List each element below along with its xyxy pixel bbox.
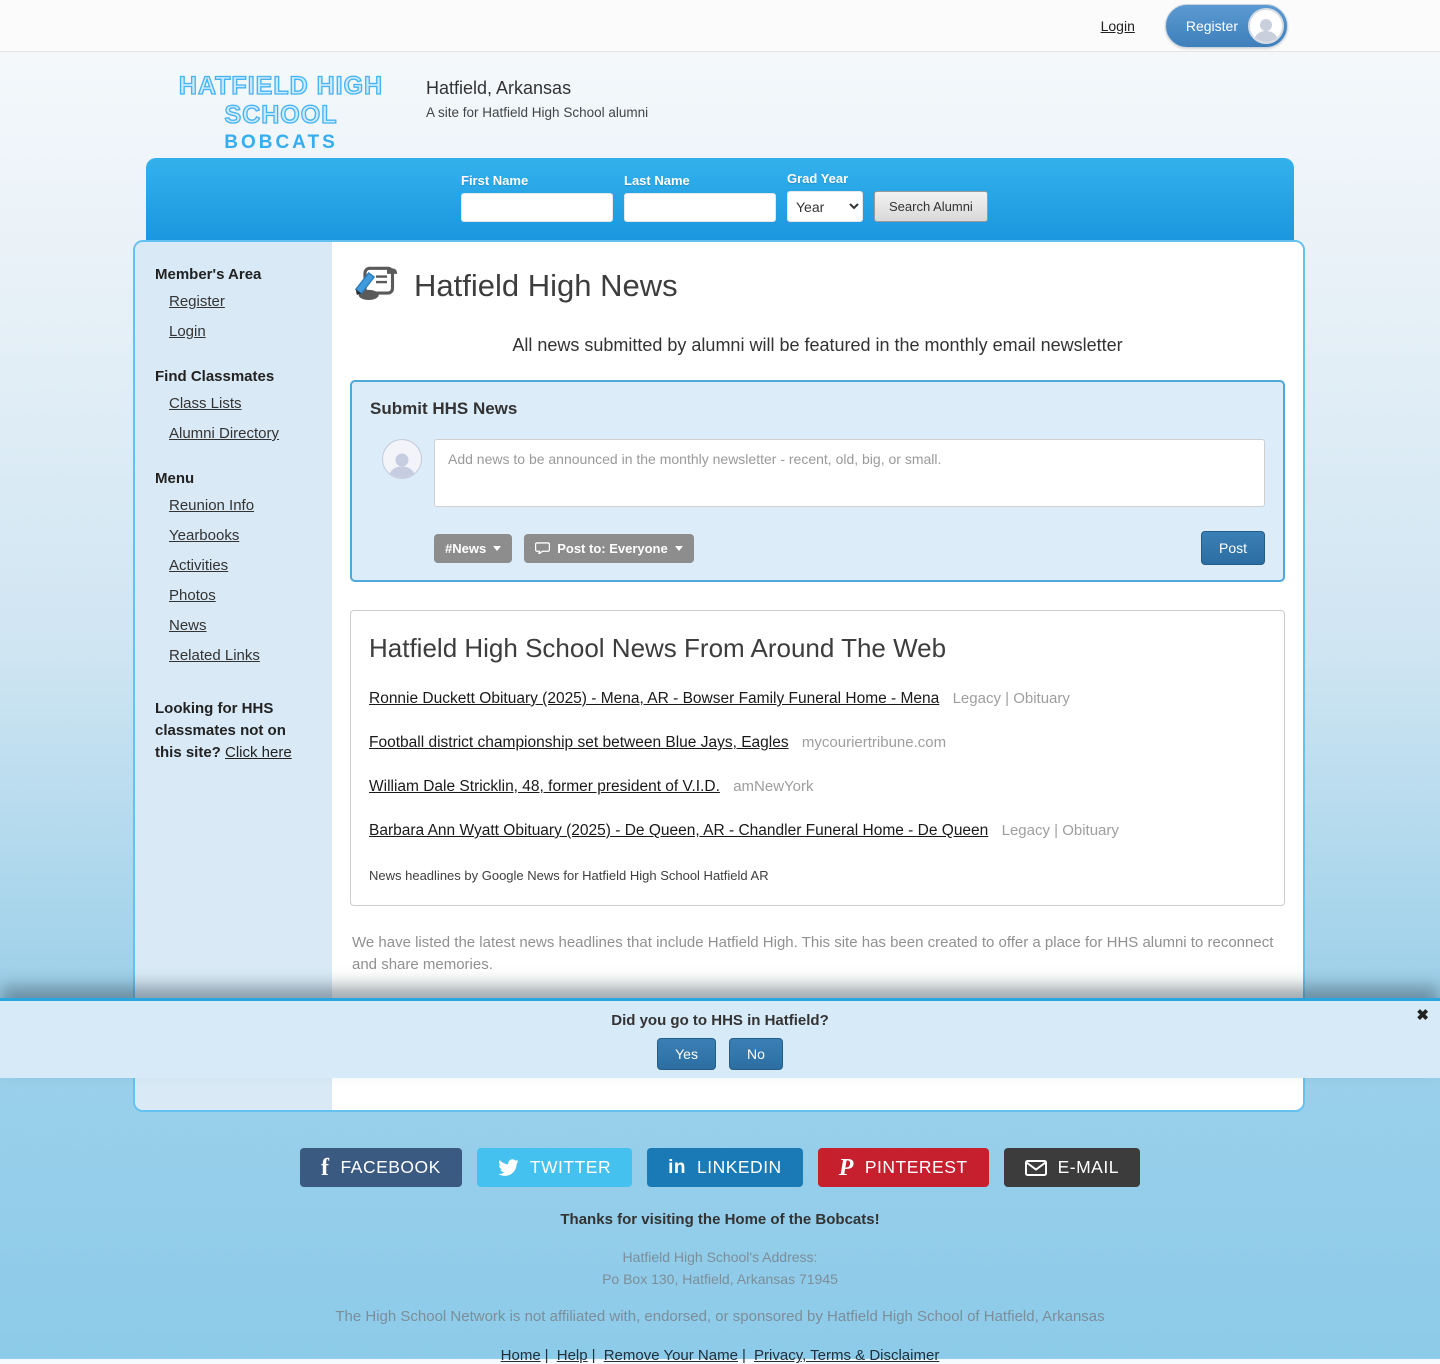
first-name-input[interactable] [461, 193, 613, 222]
sidebar-item-yearbooks[interactable]: Yearbooks [169, 527, 240, 544]
footer-link-home[interactable]: Home [500, 1347, 541, 1364]
grad-year-select[interactable] [787, 191, 863, 222]
footer-link-help[interactable]: Help [556, 1347, 588, 1364]
top-bar [0, 0, 1440, 52]
news-headline-link[interactable]: William Dale Stricklin, 48, former president of V.I.D. [369, 778, 720, 795]
chevron-down-icon [493, 546, 501, 551]
web-news-panel [350, 610, 1285, 906]
email-button[interactable] [1004, 1148, 1140, 1187]
thanks-message: Thanks for visiting the Home of the Bobcats! [560, 1211, 880, 1228]
news-item [369, 778, 1266, 796]
link-separator: | [591, 1347, 596, 1364]
news-item [369, 822, 1266, 840]
link-separator: | [741, 1347, 746, 1364]
news-source: mycouriertribune.com [801, 734, 947, 751]
close-icon[interactable]: ✖ [1416, 1007, 1429, 1024]
page-footer [0, 1112, 1440, 1364]
news-source: amNewYork [733, 778, 814, 795]
sidebar-item-reunion-info[interactable]: Reunion Info [169, 497, 255, 514]
sidebar-item-register[interactable]: Register [169, 293, 225, 310]
news-source: Legacy | Obituary [952, 690, 1070, 707]
looking-for-classmates-note [155, 698, 307, 763]
intro-paragraph: We have listed the latest news headlines that include Hatfield High. This site has been created to offer a place for HHS alumni to reconnect and share memories. [352, 934, 1274, 973]
twitter-button[interactable] [477, 1148, 632, 1187]
twitter-label: TWITTER [529, 1157, 612, 1177]
address-value: Po Box 130, Hatfield, Arkansas 71945 [602, 1270, 838, 1287]
network-disclaimer: The High School Network is not affiliated with, endorsed, or sponsored by Hatfield High School of Hatfield, Arkansas [335, 1308, 1105, 1326]
address-label: Hatfield High School's Address: [622, 1249, 818, 1265]
news-input[interactable] [434, 439, 1265, 507]
post-to-label: Post to: Everyone [557, 540, 668, 556]
news-tag-dropdown[interactable] [434, 534, 512, 563]
news-item [369, 690, 1266, 708]
footer-links [0, 1347, 1440, 1364]
sidebar-item-login[interactable]: Login [169, 323, 206, 340]
looking-text: Looking for HHS classmates not on this site? [155, 700, 286, 761]
banner-question: Did you go to HHS in Hatfield? [611, 1012, 829, 1029]
alumni-search-bar [146, 158, 1294, 240]
post-to-dropdown[interactable] [524, 534, 694, 563]
content-wrapper [133, 240, 1305, 1112]
newsletter-subtitle: All news submitted by alumni will be featured in the monthly email newsletter [512, 335, 1123, 355]
link-separator: | [544, 1347, 549, 1364]
hhs-question-banner [0, 998, 1440, 1078]
chevron-down-icon [675, 546, 683, 551]
news-item [369, 734, 1266, 752]
alumni-search-form [461, 171, 988, 222]
news-headline-link[interactable]: Football district championship set between Blue Jays, Eagles [369, 734, 789, 751]
grad-year-field-group [787, 171, 863, 222]
news-headline-link[interactable]: Barbara Ann Wyatt Obituary (2025) - De Queen, AR - Chandler Funeral Home - De Queen [369, 822, 989, 839]
news-scroll-icon [354, 264, 398, 307]
sidebar-heading-menu: Menu [155, 470, 195, 487]
page-title: Hatfield High News [414, 267, 678, 303]
news-headline-link[interactable]: Ronnie Duckett Obituary (2025) - Mena, AR - Bowser Family Funeral Home - Mena [369, 690, 940, 707]
news-source: Legacy | Obituary [1001, 822, 1119, 839]
search-alumni-button[interactable]: Search Alumni [874, 191, 988, 222]
web-news-footnote: News headlines by Google News for Hatfield High School Hatfield AR [369, 868, 769, 883]
facebook-button[interactable] [300, 1148, 462, 1187]
facebook-label: FACEBOOK [340, 1157, 441, 1177]
sidebar-item-class-lists[interactable]: Class Lists [169, 395, 242, 412]
last-name-label: Last Name [624, 173, 690, 188]
last-name-input[interactable] [624, 193, 776, 222]
email-label: E-MAIL [1057, 1157, 1119, 1177]
header-tagline: A site for Hatfield High School alumni [426, 105, 649, 120]
twitter-icon [498, 1159, 519, 1176]
pinterest-icon: P [838, 1154, 854, 1181]
sidebar-heading-members-area: Member's Area [155, 266, 262, 283]
main-content [332, 242, 1303, 1110]
school-address [0, 1247, 1440, 1290]
click-here-link[interactable]: Click here [225, 743, 292, 761]
pinterest-button[interactable] [818, 1148, 989, 1187]
register-button-label: Register [1185, 17, 1238, 34]
news-tag-label: #News [445, 540, 487, 556]
avatar-icon [1248, 8, 1284, 44]
site-header [0, 52, 1440, 158]
site-logo[interactable] [150, 72, 412, 154]
no-button[interactable]: No [729, 1038, 783, 1070]
linkedin-label: LINKEDIN [696, 1157, 782, 1177]
post-button[interactable]: Post [1201, 531, 1265, 565]
submit-news-title: Submit HHS News [370, 399, 518, 418]
register-button[interactable] [1165, 4, 1288, 48]
sidebar [135, 242, 332, 1110]
logo-school-name: HATFIELD HIGH SCHOOL [178, 72, 384, 129]
sidebar-item-photos[interactable]: Photos [169, 587, 216, 604]
yes-button[interactable]: Yes [657, 1038, 716, 1070]
linkedin-button[interactable] [647, 1148, 803, 1187]
header-info [426, 72, 648, 120]
first-name-field-group [461, 173, 613, 222]
speech-bubble-icon [535, 542, 550, 554]
header-location: Hatfield, Arkansas [426, 78, 572, 98]
facebook-icon: f [321, 1154, 330, 1181]
last-name-field-group [624, 173, 776, 222]
pinterest-label: PINTEREST [864, 1157, 968, 1177]
sidebar-item-related-links[interactable]: Related Links [169, 647, 260, 664]
sidebar-item-activities[interactable]: Activities [169, 557, 229, 574]
linkedin-icon: in [668, 1157, 686, 1178]
user-avatar-icon [382, 439, 422, 479]
web-news-title: Hatfield High School News From Around The Web [369, 633, 947, 663]
grad-year-label: Grad Year [787, 171, 849, 186]
login-link[interactable]: Login [1100, 17, 1135, 34]
footer-link-privacy[interactable]: Privacy, Terms & Disclaimer [754, 1347, 940, 1364]
sidebar-item-alumni-directory[interactable]: Alumni Directory [169, 425, 280, 442]
sidebar-item-news[interactable]: News [169, 617, 207, 634]
logo-mascot: BOBCATS [224, 132, 338, 153]
first-name-label: First Name [461, 173, 529, 188]
submit-news-box [350, 380, 1285, 582]
social-buttons [0, 1148, 1440, 1187]
sidebar-heading-find-classmates: Find Classmates [155, 368, 275, 385]
footer-link-remove-name[interactable]: Remove Your Name [603, 1347, 738, 1364]
envelope-icon [1025, 1160, 1047, 1176]
